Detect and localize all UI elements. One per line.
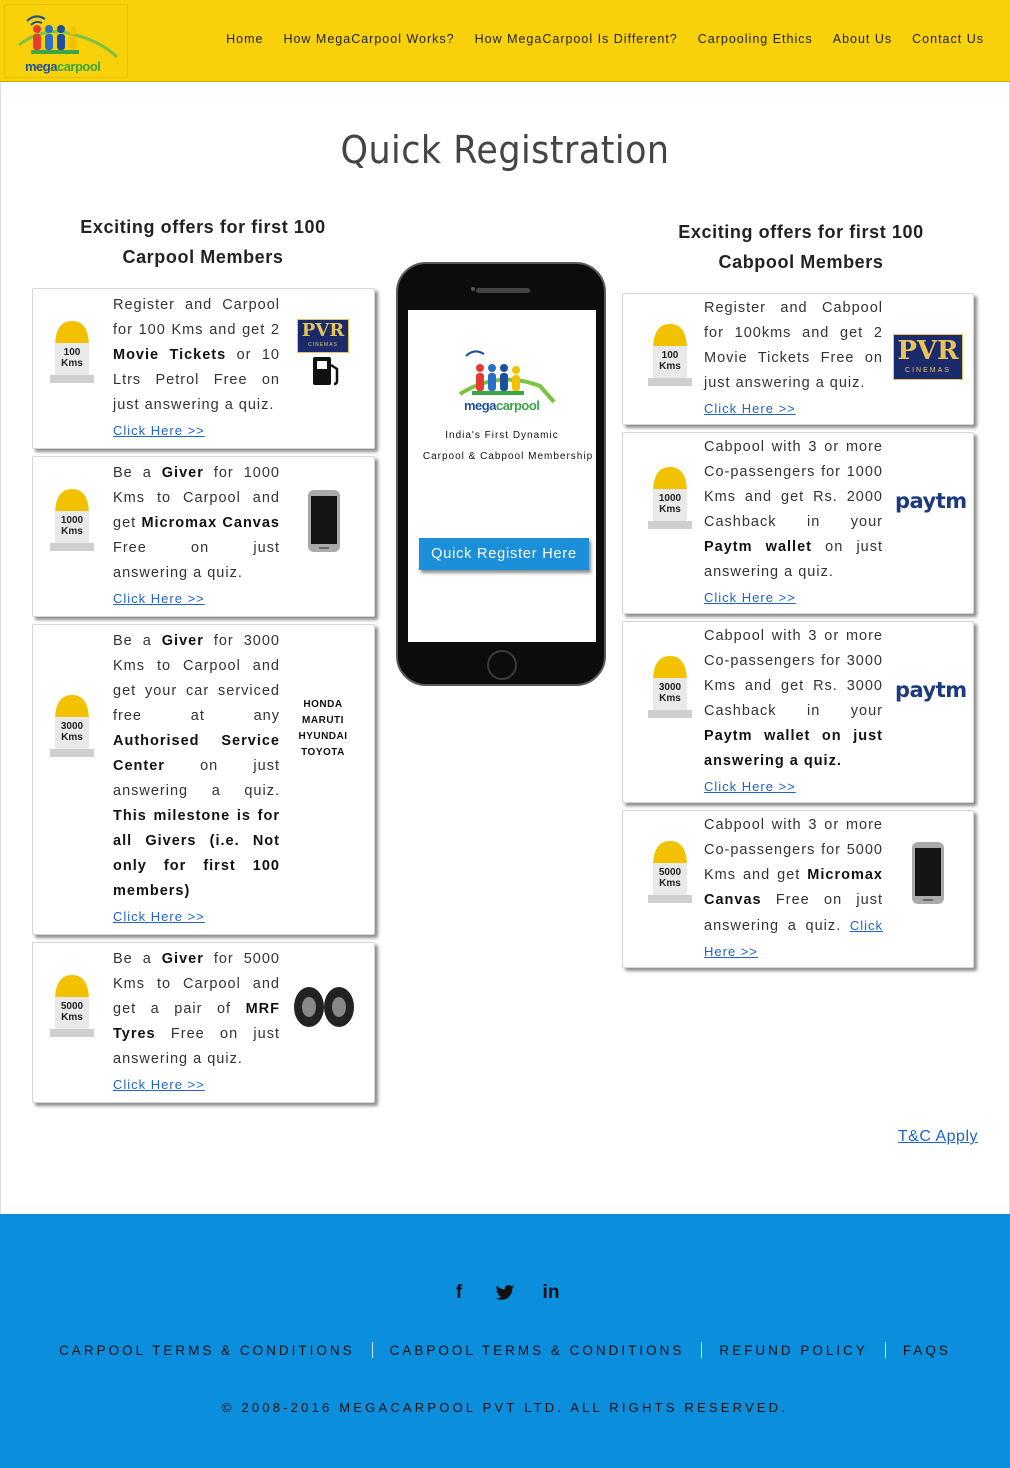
offer-text-part: for 5000 Kms to Carpool and get a pair of xyxy=(113,951,280,1017)
phone-logo-carpool: carpool xyxy=(495,398,540,413)
pvr-sub: CINEMAS xyxy=(308,342,338,348)
pvr-name: PVR xyxy=(301,320,345,341)
smartphone-icon xyxy=(307,489,341,558)
cabpool-offers-title xyxy=(622,217,980,277)
site-footer xyxy=(0,1214,1010,1468)
phone-logo-mega: mega xyxy=(464,398,496,413)
offer-text-part: on just answering a quiz. xyxy=(113,758,280,799)
click-here-link[interactable]: Click Here >> xyxy=(113,909,205,924)
offer-text-bold: Paytm wallet on just answering a quiz. xyxy=(704,728,883,769)
milestone-value: 1000 xyxy=(658,493,682,504)
offer-text xyxy=(704,296,883,422)
offer-text-part: on just answering a quiz. xyxy=(704,539,884,580)
offer-text-part: Be a xyxy=(113,951,162,967)
click-here-link[interactable]: Click Here >> xyxy=(113,1077,205,1092)
offer-text-part: Cabpool with 3 or more Co-passengers for 1000 Kms and get Rs. 2000 Cashback in your xyxy=(704,439,883,530)
cabpool-offer-card-100 xyxy=(622,293,974,425)
offer-text-bold: Micromax Canvas xyxy=(141,515,280,531)
quick-register-button[interactable]: Quick Register Here xyxy=(419,538,589,570)
cabpool-title-line2: Cabpool Members xyxy=(718,252,884,272)
phone-camera xyxy=(471,287,475,291)
facebook-icon[interactable]: f xyxy=(455,1282,463,1303)
milestone-value: 5000 xyxy=(658,867,682,878)
offer-text-part: or 10 Ltrs Petrol Free on just answering a quiz. xyxy=(113,347,280,413)
offer-text-bold: Paytm wallet xyxy=(704,539,812,555)
carpool-offer-card-100 xyxy=(32,288,375,449)
paytm-logo: paytm xyxy=(895,489,967,513)
faqs-link[interactable]: FAQS xyxy=(902,1342,951,1358)
milestone-stone-icon xyxy=(645,654,695,725)
milestone-value: 1000 xyxy=(60,515,84,526)
click-here-link[interactable]: Click Here >> xyxy=(113,591,205,606)
phone-home-button xyxy=(487,650,517,680)
offer-text xyxy=(704,435,883,611)
cabpool-terms-link[interactable]: CABPOOL TERMS & CONDITIONS xyxy=(389,1342,685,1358)
offer-text-part: Cabpool with 3 or more Co-passengers for 5000 Kms and get xyxy=(704,817,883,883)
nav-contact-us[interactable]: Contact Us xyxy=(912,32,984,46)
offer-text-part: for 1000 Kms to Carpool and get xyxy=(113,465,280,531)
brand-toyota: TOYOTA xyxy=(301,747,345,758)
milestone-stone-icon xyxy=(47,487,97,558)
milestone-stone-icon xyxy=(645,465,695,536)
offer-text-part: Register and Carpool for 100 Kms and get 2 xyxy=(113,297,280,338)
carpool-offers-title xyxy=(32,212,374,272)
offer-text-bold: MRF Tyres xyxy=(113,1001,280,1042)
click-here-link[interactable]: Click Here >> xyxy=(113,423,205,438)
tc-apply-link[interactable]: T&C Apply xyxy=(897,1128,978,1145)
cabpool-title-line1: Exciting offers for first 100 xyxy=(678,222,924,242)
click-here-link[interactable]: Click Here >> xyxy=(704,590,796,605)
cabpool-offer-card-5000 xyxy=(622,810,974,968)
phone-screen xyxy=(408,310,596,642)
nav-how-different[interactable]: How MegaCarpool Is Different? xyxy=(474,32,678,46)
click-here-link[interactable]: Click Here >> xyxy=(704,401,796,416)
milestone-value: 3000 xyxy=(60,721,84,732)
logo-mega: mega xyxy=(25,59,57,74)
offer-text-part: Free on just answering a quiz. xyxy=(113,540,280,581)
carpool-offer-card-3000 xyxy=(32,624,375,935)
copyright-text: © 2008-2016 MEGACARPOOL PVT LTD. ALL RIGHTS RESERVED. xyxy=(221,1400,789,1415)
carpool-terms-link[interactable]: CARPOOL TERMS & CONDITIONS xyxy=(59,1342,355,1358)
logo-carpool: carpool xyxy=(56,59,101,74)
nav-carpooling-ethics[interactable]: Carpooling Ethics xyxy=(697,32,813,46)
refund-policy-link[interactable]: REFUND POLICY xyxy=(719,1342,868,1358)
phone-logo-wordmark xyxy=(464,398,539,413)
site-header xyxy=(0,0,1010,82)
page-title: Quick Registration xyxy=(340,128,670,172)
milestone-unit: Kms xyxy=(61,1012,83,1023)
offer-text-bold: Authorised Service Center xyxy=(113,733,280,774)
carpool-offer-card-5000 xyxy=(32,942,375,1103)
offer-text-bold: Giver xyxy=(161,465,204,481)
brand-maruti: MARUTI xyxy=(302,715,344,726)
carpool-title-line2: Carpool Members xyxy=(122,247,284,267)
offer-text xyxy=(704,624,883,800)
offer-text xyxy=(113,629,280,930)
phone-tagline-2: Carpool & Cabpool Membership xyxy=(422,451,594,462)
car-brands-list xyxy=(291,697,355,761)
milestone-value: 5000 xyxy=(60,1001,84,1012)
click-here-link[interactable]: Click Here >> xyxy=(704,779,796,794)
milestone-unit: Kms xyxy=(61,526,83,537)
petrol-pump-icon xyxy=(309,353,343,392)
offer-text-part: Be a xyxy=(113,633,162,649)
milestone-stone-icon xyxy=(47,693,97,764)
pvr-cinemas-logo xyxy=(893,334,963,380)
offer-text-part: Free on just answering a quiz. xyxy=(704,892,883,934)
milestone-value: 100 xyxy=(63,347,81,358)
offer-text-bold: This milestone is for all Givers (i.e. Not only for first 100 members) xyxy=(113,808,280,899)
click-here-link[interactable]: Click Here >> xyxy=(704,918,883,959)
phone-mockup xyxy=(396,262,606,686)
linkedin-icon[interactable]: in xyxy=(542,1282,560,1303)
nav-home[interactable]: Home xyxy=(226,32,264,46)
milestone-unit: Kms xyxy=(659,504,681,515)
carpool-title-line1: Exciting offers for first 100 xyxy=(80,217,326,237)
pvr-name: PVR xyxy=(897,336,959,366)
phone-tagline-1: India's First Dynamic xyxy=(445,430,559,441)
megacarpool-logo[interactable] xyxy=(4,4,128,78)
brand-honda: HONDA xyxy=(303,699,343,710)
offer-text-part: Cabpool with 3 or more Co-passengers for 3000 Kms and get Rs. 3000 Cashback in your xyxy=(704,628,883,719)
milestone-value: 100 xyxy=(661,350,679,361)
logo-wordmark xyxy=(25,59,100,74)
nav-about-us[interactable]: About Us xyxy=(832,32,893,46)
milestone-unit: Kms xyxy=(659,361,681,372)
pvr-sub: CINEMAS xyxy=(905,367,951,374)
pvr-cinemas-logo xyxy=(297,319,349,353)
cabpool-offer-card-1000 xyxy=(622,432,974,614)
offer-text xyxy=(113,947,280,1098)
phone-speaker xyxy=(476,288,530,293)
offer-text-part: Free on just answering a quiz. xyxy=(113,1026,280,1067)
social-links xyxy=(0,1282,1010,1304)
milestone-stone-icon xyxy=(47,319,97,390)
twitter-icon[interactable] xyxy=(494,1282,516,1304)
footer-links xyxy=(0,1342,1010,1358)
offer-text xyxy=(113,461,280,612)
offer-text xyxy=(113,293,280,444)
carpool-offer-card-1000 xyxy=(32,456,375,617)
offer-text-bold: Giver xyxy=(161,951,204,967)
tyres-icon xyxy=(291,985,357,1034)
milestone-unit: Kms xyxy=(61,732,83,743)
milestone-value: 3000 xyxy=(658,682,682,693)
offer-text-bold: Micromax Canvas xyxy=(704,867,883,908)
smartphone-icon xyxy=(911,841,945,910)
milestone-stone-icon xyxy=(645,839,695,910)
offer-text-bold: Giver xyxy=(161,633,204,649)
milestone-stone-icon xyxy=(645,322,695,393)
offer-text xyxy=(704,813,883,965)
milestone-unit: Kms xyxy=(659,878,681,889)
milestone-unit: Kms xyxy=(659,693,681,704)
main-nav xyxy=(226,32,984,46)
milestone-stone-icon xyxy=(47,973,97,1044)
milestone-unit: Kms xyxy=(61,358,83,369)
offer-text-part: Register and Cabpool for 100kms and get 2 Movie Tickets Free on just answering a quiz. xyxy=(704,300,883,391)
nav-how-it-works[interactable]: How MegaCarpool Works? xyxy=(283,32,455,46)
offer-text-part: for 3000 Kms to Carpool and get your car serviced free at any xyxy=(113,633,280,724)
paytm-logo: paytm xyxy=(895,678,967,702)
offer-text-part: Be a xyxy=(113,465,162,481)
cabpool-offer-card-3000 xyxy=(622,621,974,803)
brand-hyundai: HYUNDAI xyxy=(298,731,348,742)
offer-text-bold: Movie Tickets xyxy=(113,347,227,363)
